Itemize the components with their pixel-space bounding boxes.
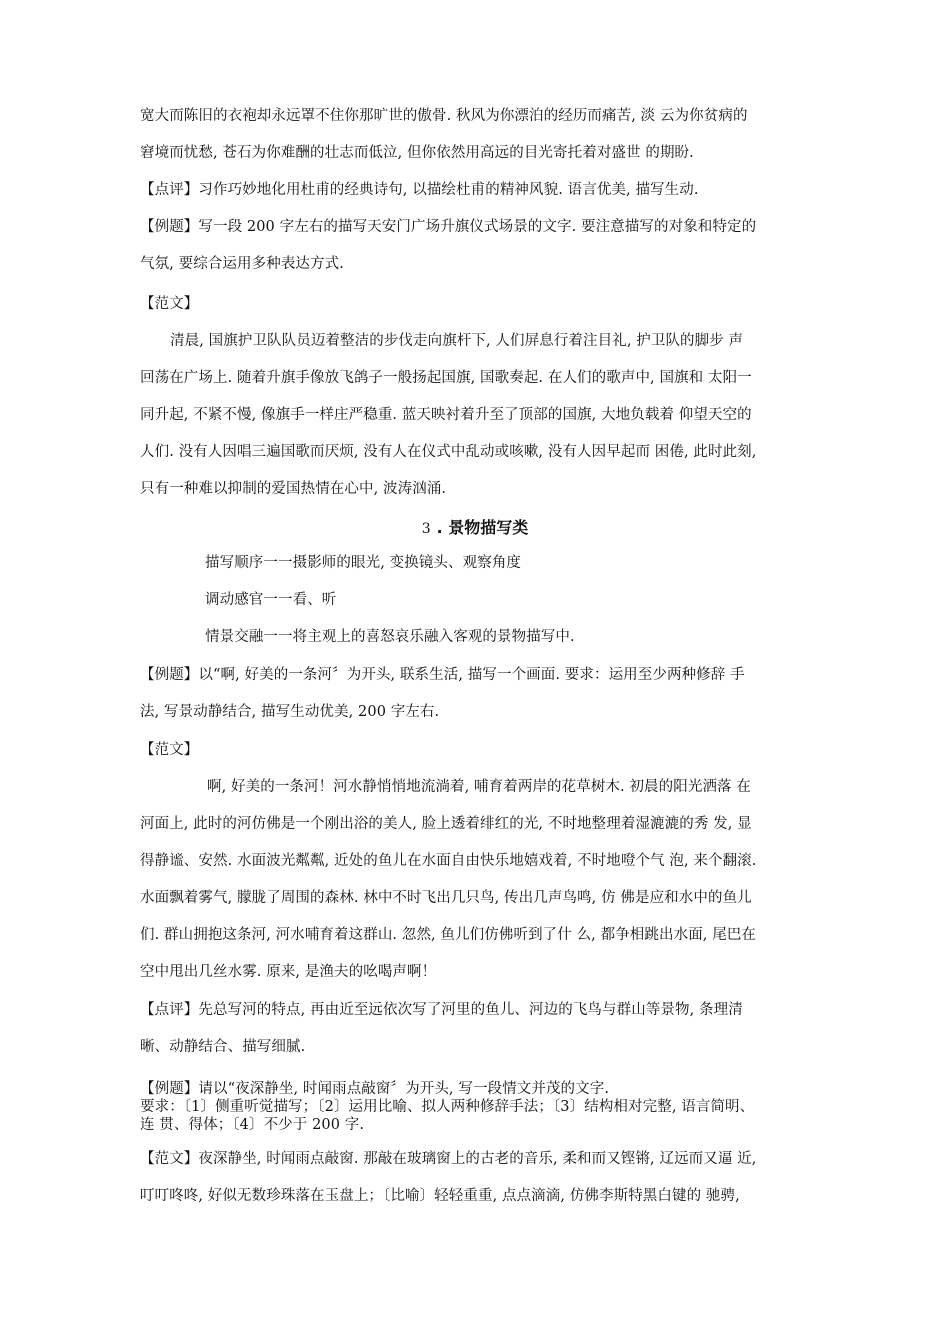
- heading-number: 3: [421, 521, 431, 537]
- text-line: 们. 群山拥抱这条河, 河水哺育着这群山. 忽然, 鱼儿们仿佛听到了什 么, 都争相跳出水面, 尾巴在: [140, 927, 757, 943]
- text-line: 【例题】以“啊, 好美的一条河〞为开头, 联系生活, 描写一个画面. 要求：运用至少两种修辞 手: [140, 667, 745, 683]
- text-line: 得静谧、安然. 水面波光粼粼, 近处的鱼儿在水面自由快乐地嬉戏着, 不时地噔个气 泡, 来个翻滚.: [140, 853, 757, 869]
- text-line: 空中甩出几丝水雾. 原来, 是渔夫的吆喝声啊！: [140, 964, 437, 980]
- text-line: 【点评】先总写河的特点, 再由近至远依次写了河里的鱼儿、河边的飞鸟与群山等景物, 条理清: [140, 1002, 743, 1018]
- text-line: 只有一种难以抑制的爱国热情在心中, 波涛汹涌.: [140, 481, 447, 497]
- text-line: 【范文】: [140, 742, 199, 758]
- text-line: 要求：〔1〕侧重听觉描写；〔2〕运用比喻、拟人两种修辞手法；〔3〕结构相对完整, 语言简明、: [140, 1099, 755, 1115]
- text-line: 连 贯、得体；〔4〕不少于 200 字.: [140, 1117, 365, 1133]
- text-line: 叮叮咚咚, 好似无数珍珠落在玉盘上；〔比喻〕轻轻重重, 点点滴滴, 仿佛李斯特黑白键的 驰骋,: [140, 1188, 740, 1204]
- text-line: 【点评】习作巧妙地化用杜甫的经典诗句, 以描绘杜甫的精神风貌. 语言优美, 描写生动.: [140, 182, 699, 198]
- fanwen-2: [140, 769, 840, 991]
- section-heading: [0, 515, 950, 538]
- text-line: 回荡在广场上. 随着升旗手像放飞鸽子一般扬起国旗, 国歌奏起. 在人们的歌声中, 国旗和 太阳一: [140, 370, 752, 386]
- text-line: 气氛, 要综合运用多种表达方式.: [140, 256, 344, 272]
- intro-paragraph: [140, 98, 840, 172]
- text-line: 水面飘着雾气, 朦胧了周围的森林. 林中不时飞出几只鸟, 传出几声鸟鸣, 仿 佛是应和水中的鱼儿: [140, 890, 752, 906]
- text-line: 晰、动静结合、描写细腻.: [140, 1039, 306, 1055]
- text-line: 法, 写景动静结合, 描写生动优美, 200 字左右.: [140, 704, 440, 720]
- text-line: 清晨, 国旗护卫队队员迈着整洁的步伐走向旗杆下, 人们屏息行着注目礼, 护卫队的脚步 声: [170, 333, 744, 349]
- heading-text: . 景物描写类: [436, 518, 529, 537]
- example-2: [140, 657, 840, 731]
- text-line: 人们. 没有人因唱三遍国歌而厌烦, 没有人在仪式中乱动或咳嗽, 没有人因早起而 困倦, 此时此刻,: [140, 444, 757, 460]
- fanwen-label-2: [140, 732, 840, 769]
- example-1: [140, 209, 840, 283]
- text-line: 河面上, 此时的河仿佛是一个刚出浴的美人, 脸上透着绯红的光, 不时地整理着湿漉漉的秀 发, 显: [140, 816, 752, 832]
- text-line: 窘境而忧愁, 苍石为你难酬的壮志而低泣, 但你依然用高远的目光寄托着对盛世 的期盼.: [140, 145, 694, 161]
- fanwen-3: [140, 1141, 840, 1215]
- text-line: 【例题】请以“夜深静坐, 时闻雨点敲窗〞为开头, 写一段情文并茂的文字.: [140, 1081, 610, 1097]
- fanwen-label-1: [140, 286, 840, 323]
- tip-item: 描写顺序一一摄影师的眼光, 变换镜头、观察角度: [205, 555, 522, 571]
- tip-item: 情景交融一一将主观上的喜怒哀乐融入客观的景物描写中.: [205, 629, 575, 645]
- text-line: 啊, 好美的一条河！河水静悄悄地流淌着, 哺育着两岸的花草树木. 初晨的阳光洒落 在: [207, 779, 751, 795]
- comment-1: [140, 172, 840, 209]
- fanwen-1: [140, 323, 840, 508]
- example-3: [140, 1080, 840, 1134]
- tip-item: 调动感官一一看、听: [205, 592, 337, 608]
- tips-list: [205, 545, 905, 656]
- text-line: 【范文】夜深静坐, 时闻雨点敲窗. 那敲在玻璃窗上的古老的音乐, 柔和而又铿锵, 辽远而又逼 近,: [140, 1151, 757, 1167]
- text-line: 同升起, 不紧不慢, 像旗手一样庄严稳重. 蓝天映衬着升至了顶部的国旗, 大地负载着 仰望天空的: [140, 407, 752, 423]
- text-line: 宽大而陈旧的衣袍却永远罩不住你那旷世的傲骨. 秋风为你漂泊的经历而痛苦, 淡 云为你贫病的: [140, 108, 748, 124]
- text-line: 【范文】: [140, 296, 199, 312]
- text-line: 【例题】写一段 200 字左右的描写天安门广场升旗仪式场景的文字. 要注意描写的对象和特定的: [140, 219, 757, 235]
- comment-2: [140, 992, 840, 1066]
